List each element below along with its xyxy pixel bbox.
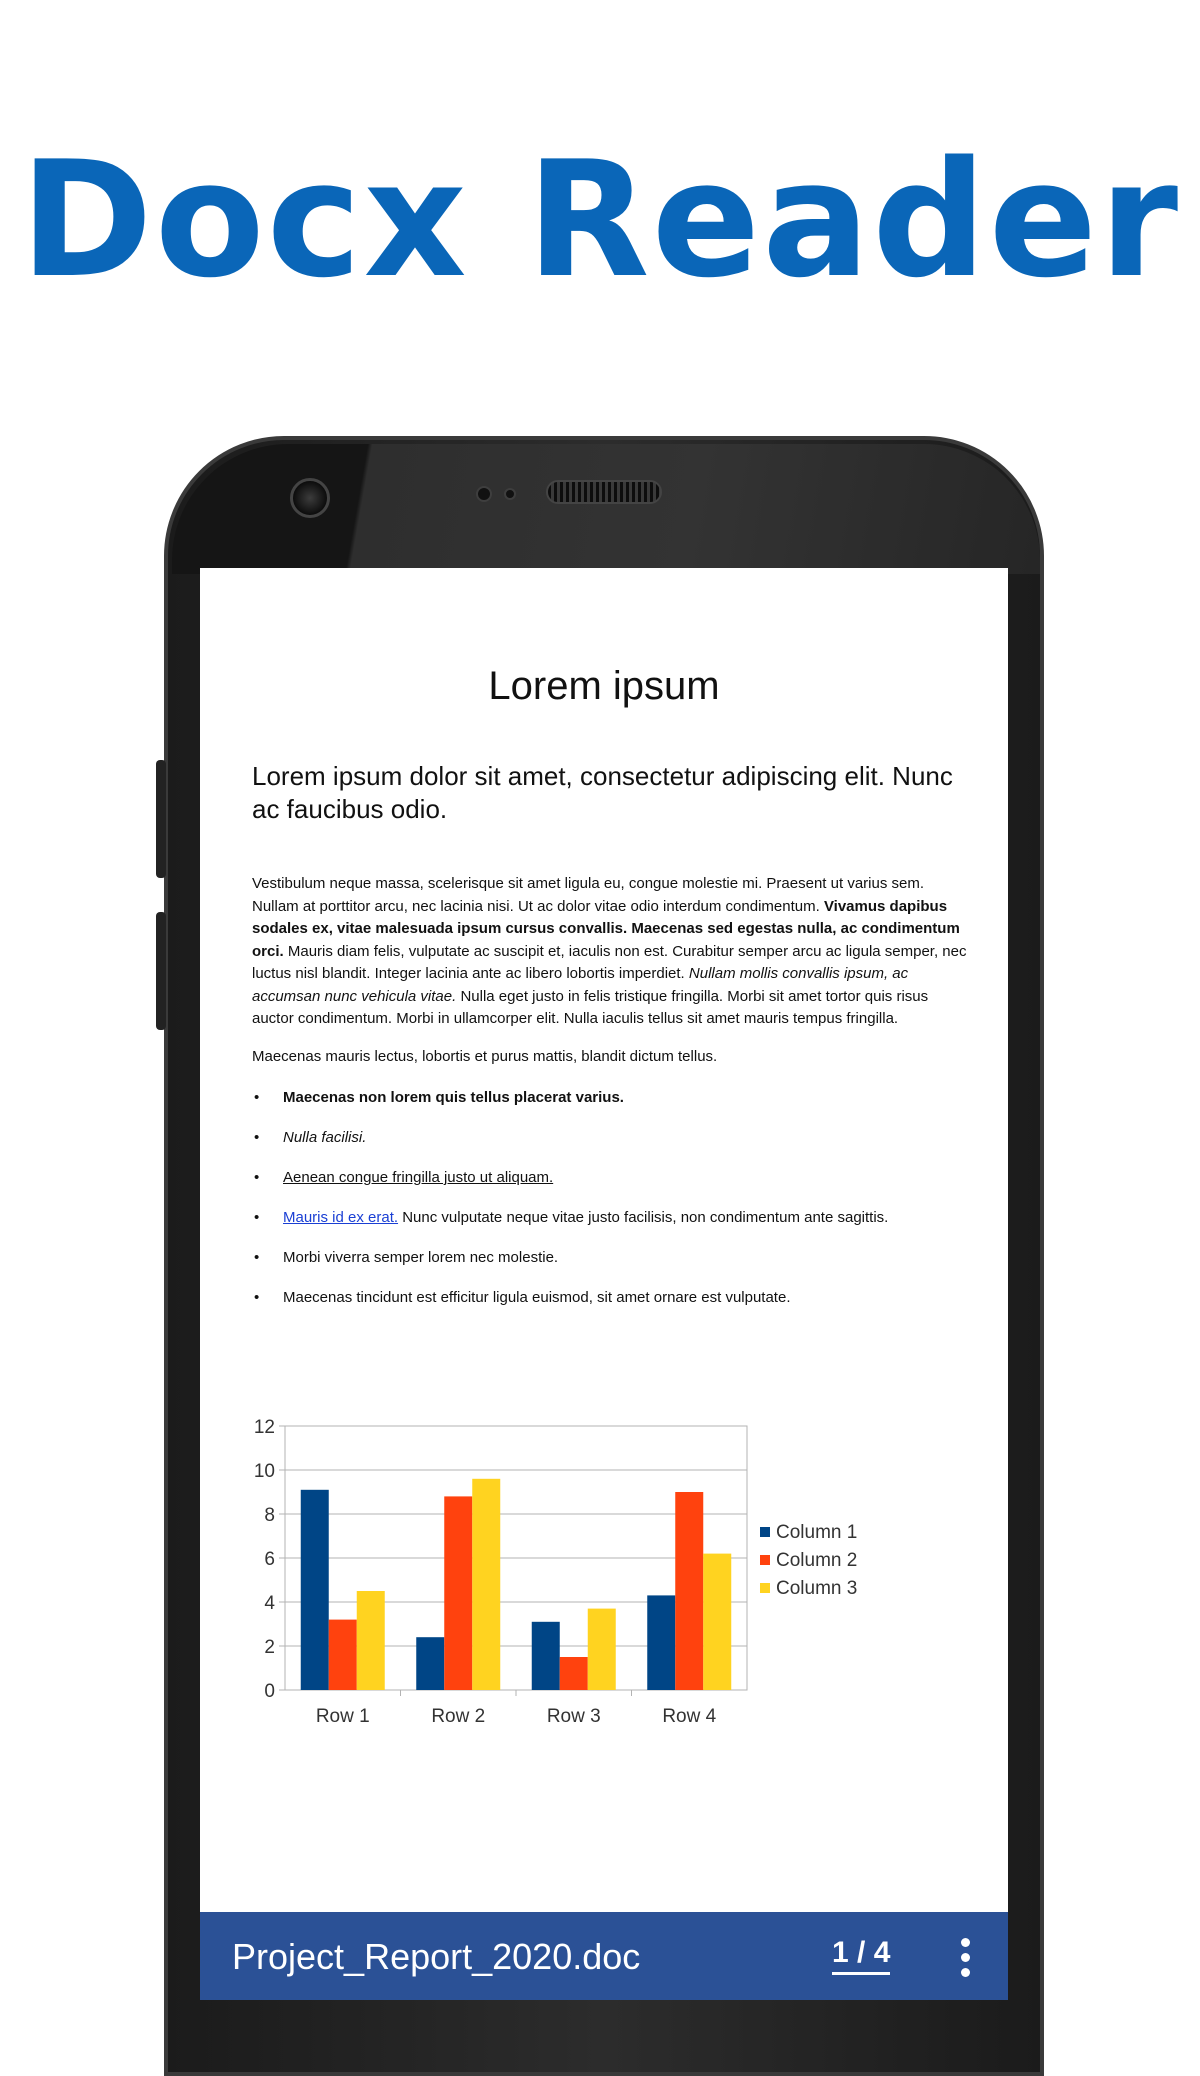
legend-label: Column 3 [776, 1578, 858, 1599]
document-page[interactable] [200, 568, 1008, 1912]
list-item-text: Nulla facilisi. [283, 1129, 367, 1146]
page-indicator[interactable]: 1 / 4 [832, 1936, 890, 1975]
list-item [252, 1088, 972, 1128]
y-tick-label: 4 [264, 1593, 275, 1614]
list-item-text: Morbi viverra semper lorem nec molestie. [283, 1249, 559, 1266]
bullet-icon: • [254, 1209, 260, 1226]
bullet-list [252, 1088, 972, 1328]
app-title: Docx Reader [19, 126, 1181, 313]
bullet-icon: • [254, 1249, 260, 1266]
bar [675, 1492, 703, 1690]
list-item-text: Aenean congue fringilla justo ut aliquam. [283, 1169, 554, 1186]
bullet-icon: • [254, 1089, 260, 1106]
legend-swatch [760, 1583, 770, 1593]
list-item [252, 1168, 972, 1208]
bar [560, 1657, 588, 1690]
light-sensor [504, 488, 516, 500]
list-item [252, 1248, 972, 1288]
bar [329, 1620, 357, 1690]
bar [301, 1490, 329, 1690]
x-tick-label: Row 3 [546, 1706, 601, 1727]
volume-up-button[interactable] [156, 760, 166, 878]
bullet-icon: • [254, 1169, 260, 1186]
legend-swatch [760, 1527, 770, 1537]
bullet-icon: • [254, 1289, 260, 1306]
y-tick-label: 0 [264, 1681, 275, 1702]
list-item-text: Maecenas non lorem quis tellus placerat varius. [283, 1089, 624, 1106]
x-tick-label: Row 1 [315, 1706, 370, 1727]
more-vert-icon [961, 1938, 970, 1947]
bar [588, 1609, 616, 1690]
y-tick-label: 8 [264, 1505, 275, 1526]
paragraph-text: Nulla eget justo in felis tristique fringilla. Morbi sit amet tortor quis risus auctor condimentum. Morbi in ullamcorper elit. Nulla iaculis tellus sit amet mauris tempus fringilla. [252, 987, 929, 1027]
bullet-icon: • [254, 1129, 260, 1146]
y-tick-label: 2 [264, 1637, 275, 1658]
phone-screen [200, 568, 1008, 2000]
bar [472, 1479, 500, 1690]
paragraph-bold-text: Vivamus dapibus sodales ex, vitae malesuada ipsum cursus convallis. Maecenas sed egestas nulla, ac condimentum orci. [252, 897, 960, 960]
paragraph-text: Vestibulum neque massa, scelerisque sit amet ligula eu, congue molestie mi. Praesent ut varius sem. Nullam at porttitor arcu, nec lacinia nisi. Ut ac dolor vitae odio interdum condimentum. [252, 875, 924, 915]
front-camera [290, 478, 330, 518]
legend-swatch [760, 1555, 770, 1565]
list-item [252, 1288, 972, 1328]
more-options-button[interactable] [950, 1936, 980, 1980]
x-tick-label: Row 2 [431, 1706, 486, 1727]
bottom-toolbar [200, 1912, 1008, 2000]
list-item-text: Nunc vulputate neque vitae justo facilisis, non condimentum ante sagittis. [398, 1209, 889, 1226]
bar [532, 1622, 560, 1690]
bar [444, 1496, 472, 1690]
y-tick-label: 12 [253, 1417, 275, 1438]
legend-label: Column 1 [776, 1522, 858, 1543]
bar-chart [240, 1416, 858, 1727]
y-tick-label: 10 [253, 1461, 275, 1482]
more-vert-icon [961, 1968, 970, 1977]
paragraph-text: Mauris diam felis, vulputate ac suscipit et, iaculis non est. Curabitur semper arcu ac ligula semper, nec luctus nisl blandit. Integer lacinia ante ac libero lobortis imperdiet. [252, 942, 967, 982]
earpiece-speaker [546, 480, 662, 504]
list-item [252, 1208, 972, 1248]
bar [647, 1595, 675, 1690]
proximity-sensor [476, 486, 492, 502]
document-title: Lorem ipsum [488, 664, 720, 708]
paragraph-italic-text: Nullam mollis convallis ipsum, ac accumsan nunc vehicula vitae. [252, 965, 909, 1005]
hyperlink[interactable]: Mauris id ex erat. [283, 1209, 399, 1226]
bar [357, 1591, 385, 1690]
list-item-text: Maecenas tincidunt est efficitur ligula euismod, sit amet ornare est vulputate. [283, 1289, 791, 1306]
y-tick-label: 6 [264, 1549, 275, 1570]
document-heading: Lorem ipsum dolor sit amet, consectetur adipiscing elit. Nunc ac faucibus odio. [252, 761, 953, 824]
volume-down-button[interactable] [156, 912, 166, 1030]
x-tick-label: Row 4 [662, 1706, 717, 1727]
bar [703, 1554, 731, 1690]
legend-label: Column 2 [776, 1550, 858, 1571]
more-vert-icon [961, 1953, 970, 1962]
list-item [252, 1128, 972, 1168]
document-paragraph-2: Maecenas mauris lectus, lobortis et purus mattis, blandit dictum tellus. [252, 1048, 718, 1065]
document-paragraph [252, 873, 972, 1031]
file-name: Project_Report_2020.doc [232, 1936, 641, 1977]
bar [416, 1637, 444, 1690]
